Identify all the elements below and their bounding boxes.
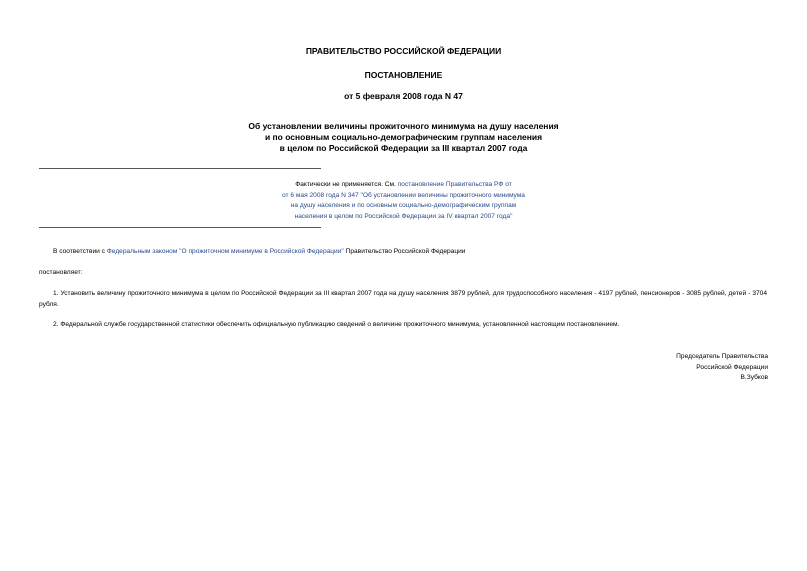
clause-1-paragraph: 1. Установить величину прожиточного минимума в целом по Российской Федерации за III квартал 2007 года на душу населения 3879 рублей, для трудоспособного населения - 4197 рублей, пенсионеров - 3085 рублей, детей - 3704 рубля. [39,290,767,308]
signature-position-line-1: Председатель Правительства [676,353,768,360]
government-heading: ПРАВИТЕЛЬСТВО РОССИЙСКОЙ ФЕДЕРАЦИИ [305,46,502,56]
applicability-note [0,180,807,222]
note-link-line-3[interactable]: на душу населения и по основным социально-демографическим группам [290,202,517,209]
signature-block [676,352,768,384]
title-line-2: и по основным социально-демографическим группам населения [264,132,543,142]
resolves-paragraph: постановляет: [39,269,83,276]
note-link-line-2[interactable]: от 6 мая 2008 года N 347 "Об установлении величины прожиточного минимума [282,191,525,199]
note-link-line-1[interactable]: постановление Правительства РФ от [397,181,512,188]
clause-2-paragraph: 2. Федеральной службе государственной статистики обеспечить официальную публикацию сведений о величине прожиточного минимума, установленной настоящим постановлением. [53,321,620,328]
signatory-name: В.Зубков [740,374,768,381]
document-title [0,121,807,154]
preamble-prefix: В соответствии с [53,248,107,255]
note-top-divider [39,168,321,169]
preamble-suffix: Правительство Российской Федерации [343,248,466,255]
title-line-1: Об установлении величины прожиточного минимума на душу населения [248,121,559,131]
preamble-paragraph [39,247,767,258]
note-bottom-divider [39,227,321,228]
document-date-number: от 5 февраля 2008 года N 47 [344,91,463,101]
note-prefix: Фактически не применяется. См. [295,181,398,188]
note-link-line-4[interactable]: населения в целом по Российской Федерации за IV квартал 2007 года" [294,212,513,220]
signature-position-line-2: Российской Федерации [696,363,768,371]
title-line-3: в целом по Российской Федерации за III квартал 2007 года [279,143,528,153]
federal-law-link[interactable]: Федеральным законом "О прожиточном минимуме в Российской Федерации" [106,248,344,255]
document-type-heading: ПОСТАНОВЛЕНИЕ [364,70,443,80]
